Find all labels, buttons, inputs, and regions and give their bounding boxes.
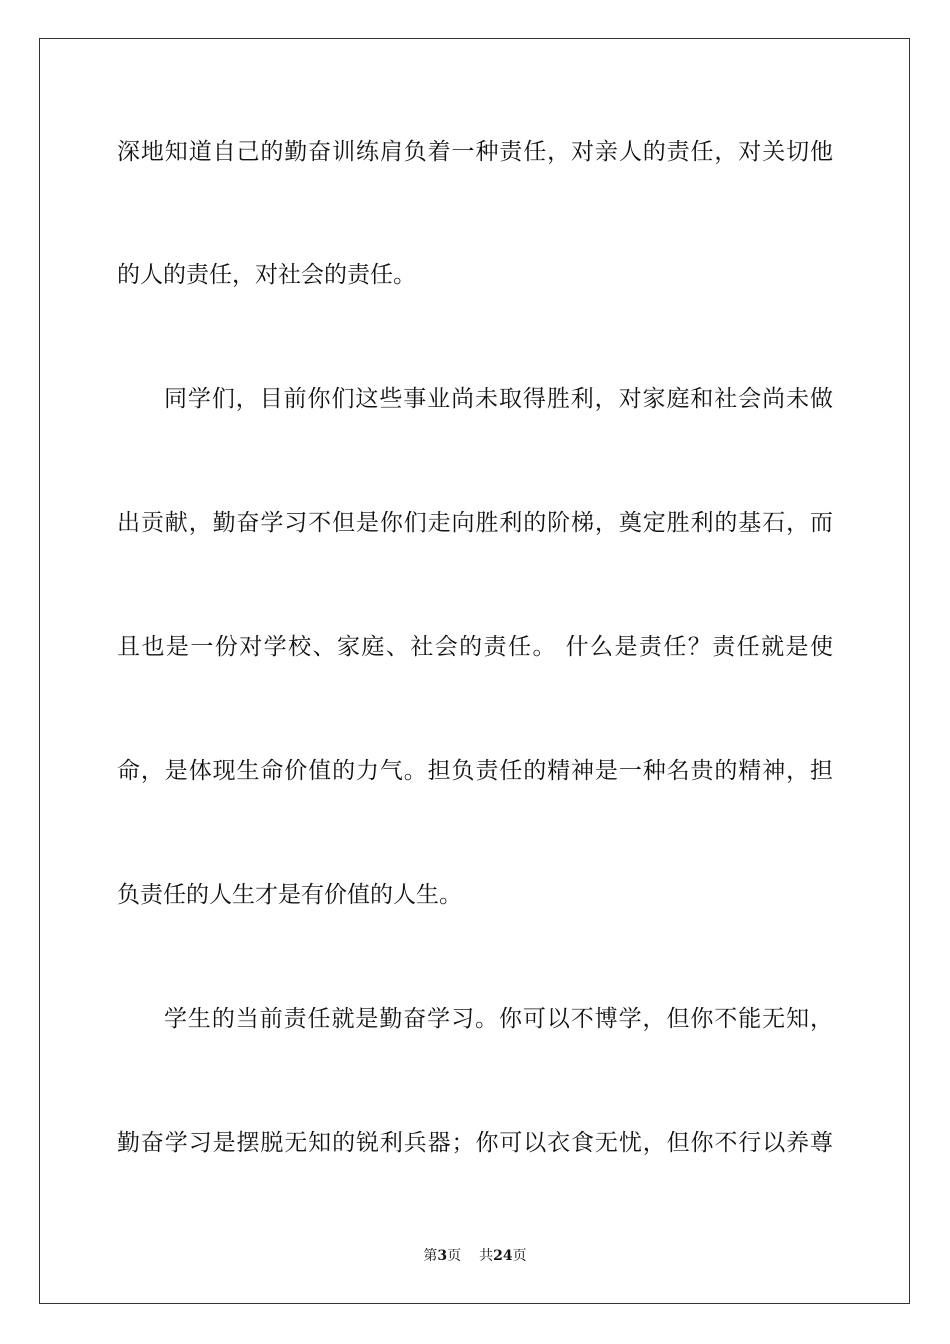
footer-total-number: 24 — [493, 1248, 513, 1264]
footer-page-prefix: 第 — [423, 1248, 438, 1264]
page-frame — [39, 38, 910, 1304]
text-line-4: 出贡献，勤奋学习不但是你们走向胜利的阶梯，奠定胜利的基石，而 — [117, 510, 833, 536]
text-line-7: 负责任的人生才是有价值的人生。 — [117, 882, 462, 908]
text-line-5: 且也是一份对学校、家庭、社会的责任。 什么是责任？责任就是使 — [117, 634, 833, 660]
footer-page-suffix: 页 — [447, 1248, 462, 1264]
text-line-9: 勤奋学习是摆脱无知的锐利兵器；你可以衣食无忧，但你不行以养尊 — [117, 1130, 833, 1156]
text-line-8: 学生的当前责任就是勤奋学习。你可以不博学，但你不能无知， — [164, 1006, 833, 1032]
text-line-2: 的人的责任，对社会的责任。 — [117, 262, 416, 288]
page-footer — [0, 1246, 950, 1266]
text-line-6: 命，是体现生命价值的力气。担负责任的精神是一种名贵的精神，担 — [117, 758, 833, 784]
footer-page-number: 3 — [437, 1248, 448, 1264]
footer-total-suffix: 页 — [512, 1248, 527, 1264]
text-line-1: 深地知道自己的勤奋训练肩负着一种责任，对亲人的责任，对关切他 — [117, 139, 833, 165]
text-line-3: 同学们，目前你们这些事业尚未取得胜利，对家庭和社会尚未做 — [164, 386, 833, 412]
footer-total-prefix: 共 — [479, 1248, 494, 1264]
